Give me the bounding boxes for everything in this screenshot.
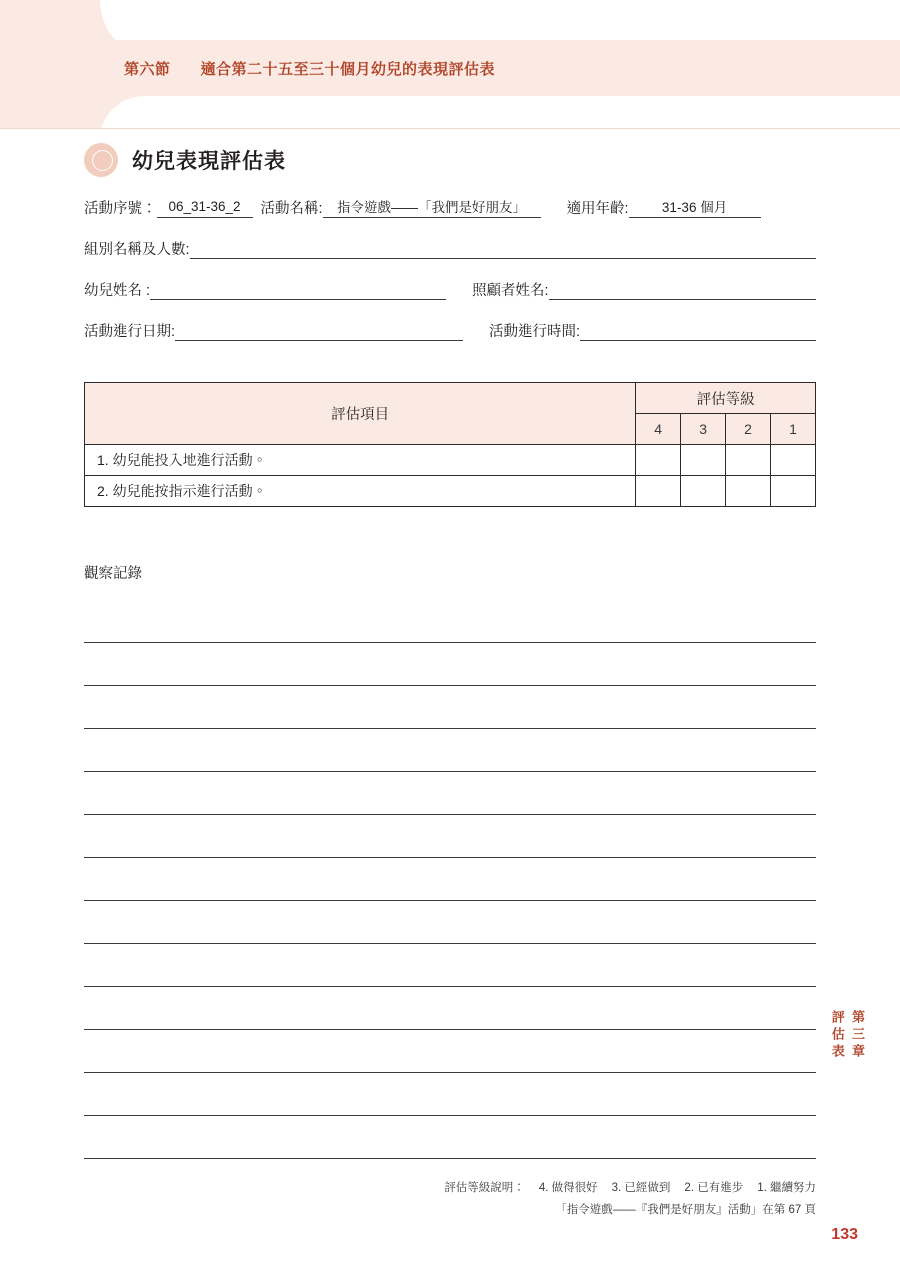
- legend-item-4: 4. 做得很好: [538, 1182, 598, 1195]
- activity-no-value[interactable]: 06_31-36_2: [157, 199, 253, 218]
- table-header-grade: 評估等級: [636, 383, 816, 414]
- score-cell-2-3[interactable]: [681, 476, 726, 507]
- chapter-sublabel: 評估表: [829, 1010, 845, 1061]
- observation-label: 觀察記錄: [84, 566, 142, 582]
- observation-line[interactable]: [84, 1116, 816, 1159]
- table-row: [85, 445, 816, 476]
- grade-col-4: 4: [636, 414, 681, 445]
- section-number: 第六節: [124, 61, 171, 78]
- date-label: 活動進行日期:: [84, 324, 176, 340]
- form-row-names: [84, 279, 816, 300]
- header-divider: [0, 128, 900, 129]
- table-cell-item-1: [85, 445, 636, 476]
- caregiver-value[interactable]: [549, 281, 816, 300]
- observation-line[interactable]: [84, 858, 816, 901]
- circle-bullet-icon: [84, 143, 118, 177]
- date-value[interactable]: [175, 322, 463, 341]
- activity-no-label: 活動序號：: [84, 201, 157, 217]
- group-label: 組別名稱及人數:: [84, 242, 190, 258]
- score-cell-1-2[interactable]: [726, 445, 771, 476]
- legend-prefix: 評估等級說明：: [444, 1182, 525, 1195]
- grade-col-3: 3: [681, 414, 726, 445]
- observation-line[interactable]: [84, 686, 816, 729]
- item-text-2: 幼兒能按指示進行活動。: [112, 483, 267, 499]
- observation-line[interactable]: [84, 815, 816, 858]
- section-title: 適合第二十五至三十個月幼兒的表現評估表: [200, 61, 496, 78]
- grade-col-2: 2: [726, 414, 771, 445]
- observation-line[interactable]: [84, 600, 816, 643]
- table-header-item: 評估項目: [85, 383, 636, 445]
- chapter-side-tab: [829, 1010, 865, 1061]
- age-value[interactable]: 31-36 個月: [629, 196, 761, 218]
- assessment-table: [84, 382, 816, 507]
- form-row-datetime: [84, 320, 816, 341]
- header-title: [124, 58, 495, 79]
- item-text-1: 幼兒能投入地進行活動。: [112, 452, 267, 468]
- legend-item-2: 2. 已有進步: [684, 1182, 744, 1195]
- score-cell-2-4[interactable]: [636, 476, 681, 507]
- item-number-2: 2.: [97, 483, 109, 499]
- observation-line[interactable]: [84, 1030, 816, 1073]
- assessment-form: [84, 196, 816, 361]
- child-name-value[interactable]: [150, 281, 446, 300]
- score-cell-1-1[interactable]: [771, 445, 816, 476]
- observation-line[interactable]: [84, 643, 816, 686]
- group-value[interactable]: [190, 240, 816, 259]
- activity-name-value[interactable]: 指令遊戲——「我們是好朋友」: [323, 196, 541, 218]
- observation-line[interactable]: [84, 1073, 816, 1116]
- table-cell-item-2: [85, 476, 636, 507]
- form-row-activity: [84, 196, 816, 218]
- section-heading: [84, 140, 286, 180]
- legend-item-1: 1. 繼續努力: [757, 1182, 816, 1195]
- page-footer: [430, 1178, 816, 1222]
- time-label: 活動進行時間:: [489, 324, 581, 340]
- activity-name-label: 活動名稱:: [260, 201, 323, 217]
- observation-line[interactable]: [84, 987, 816, 1030]
- header-arc-bottom: [100, 96, 900, 128]
- score-cell-2-2[interactable]: [726, 476, 771, 507]
- caregiver-label: 照顧者姓名:: [472, 283, 549, 299]
- score-cell-1-3[interactable]: [681, 445, 726, 476]
- grade-col-1: 1: [771, 414, 816, 445]
- chapter-label: 第三章: [850, 1010, 865, 1061]
- activity-reference: 「指令遊戲——『我們是好朋友』活動」在第 67 頁: [555, 1204, 816, 1217]
- observation-lines: [84, 600, 816, 1159]
- observation-line[interactable]: [84, 772, 816, 815]
- observation-line[interactable]: [84, 901, 816, 944]
- time-value[interactable]: [580, 322, 816, 341]
- item-number-1: 1.: [97, 452, 109, 468]
- observation-line[interactable]: [84, 944, 816, 987]
- observation-line[interactable]: [84, 729, 816, 772]
- page-number: 133: [831, 1226, 858, 1243]
- score-cell-1-4[interactable]: [636, 445, 681, 476]
- table-row: [85, 476, 816, 507]
- page-title: 幼兒表現評估表: [132, 150, 286, 173]
- form-row-group: [84, 238, 816, 259]
- table-header-row-1: [85, 383, 816, 414]
- age-label: 適用年齡:: [566, 201, 629, 217]
- legend-item-3: 3. 已經做到: [611, 1182, 671, 1195]
- grade-legend: [430, 1178, 816, 1200]
- score-cell-2-1[interactable]: [771, 476, 816, 507]
- child-name-label: 幼兒姓名 :: [84, 283, 151, 299]
